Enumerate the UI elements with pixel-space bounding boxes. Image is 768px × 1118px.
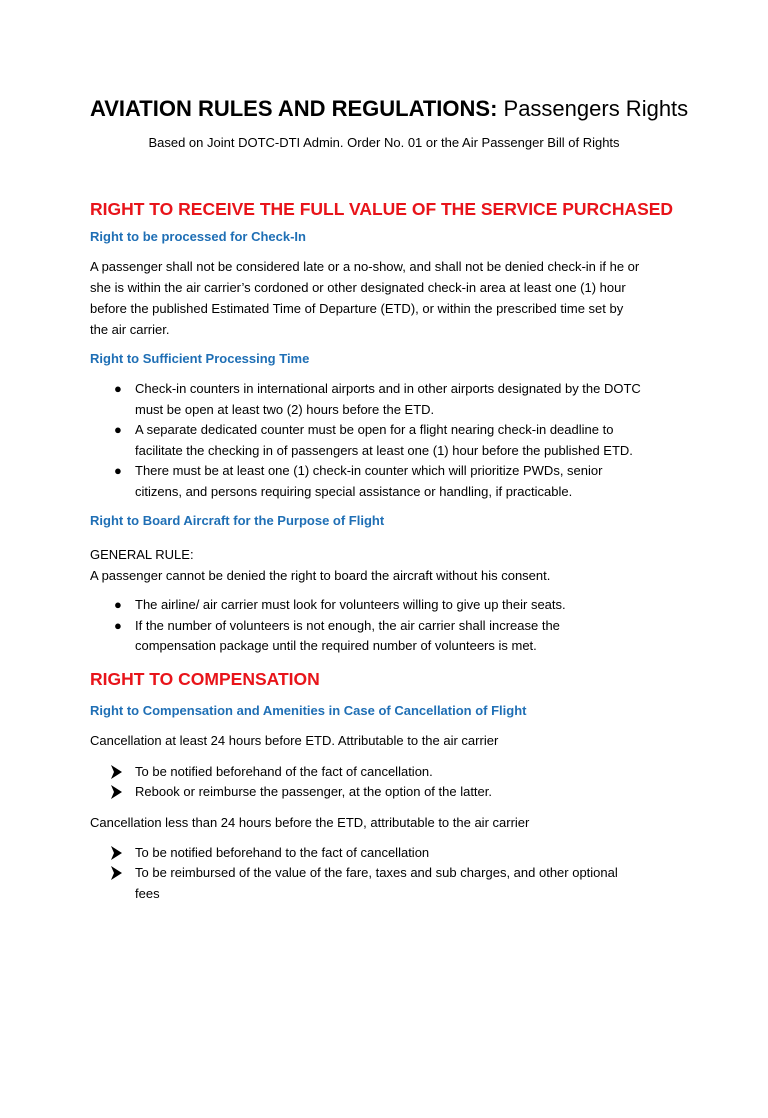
text-line: facilitate the checking in of passengers at least one (1) hour before the published ETD. [135, 442, 633, 458]
list-item [114, 461, 678, 502]
text-line: To be notified beforehand to the fact of cancellation [135, 844, 430, 860]
text-line: The airline/ air carrier must look for volunteers willing to give up their seats. [135, 597, 566, 612]
text-line: must be open at least two (2) hours before the ETD. [135, 401, 435, 417]
document-title [90, 94, 689, 124]
subheading-board-aircraft: Right to Board Aircraft for the Purpose of Flight [90, 513, 385, 528]
text-line: she is within the air carrier’s cordoned or other designated check-in area at least one (1) hour [90, 280, 626, 295]
bullet-icon: ● [114, 617, 122, 633]
list-item [135, 843, 678, 864]
bullet-icon: ● [114, 597, 122, 612]
arrow-bullet-icon [110, 763, 123, 781]
subheading-processing-time: Right to Sufficient Processing Time [90, 351, 310, 366]
list-item [114, 420, 678, 461]
section-heading-compensation: RIGHT TO COMPENSATION [90, 668, 320, 689]
list-item [135, 782, 678, 803]
boarding-list [90, 595, 678, 657]
paragraph-cancellation-less-24h: Cancellation less than 24 hours before the ETD, attributable to the air carrier [90, 814, 530, 830]
text-line: compensation package until the required number of volunteers is met. [135, 638, 537, 653]
text-line: Rebook or reimburse the passenger, at the option of the latter. [135, 784, 492, 799]
paragraph-general-rule [90, 544, 678, 586]
text-line: To be notified beforehand of the fact of cancellation. [135, 763, 433, 779]
list-item [114, 616, 678, 657]
arrow-bullet-icon [110, 864, 123, 882]
cancellation-less-24h-list [90, 843, 678, 905]
text-line: There must be at least one (1) check-in counter which will prioritize PWDs, senior [135, 463, 603, 478]
bullet-icon: ● [114, 422, 122, 437]
text-line: before the published Estimated Time of Departure (ETD), or within the prescribed time set by [90, 301, 624, 316]
paragraph-cancellation-24h-before: Cancellation at least 24 hours before ETD. Attributable to the air carrier [90, 732, 499, 748]
processing-time-list [90, 379, 678, 502]
paragraph-check-in [90, 256, 678, 340]
document-subtitle: Based on Joint DOTC-DTI Admin. Order No. 01 or the Air Passenger Bill of Rights [148, 135, 620, 150]
title-regular-part: Passengers Rights [497, 96, 689, 121]
bullet-icon: ● [114, 381, 122, 396]
text-line: A passenger shall not be considered late or a no-show, and shall not be denied check-in if he or [90, 259, 640, 274]
text-line: If the number of volunteers is not enough, the air carrier shall increase the [135, 617, 560, 633]
subheading-cancellation: Right to Compensation and Amenities in Case of Cancellation of Flight [90, 702, 527, 718]
general-rule-label: GENERAL RULE: [90, 547, 194, 562]
arrow-bullet-icon [110, 783, 123, 801]
list-item [135, 863, 678, 904]
list-item [114, 595, 678, 616]
text-line: citizens, and persons requiring special assistance or handling, if practicable. [135, 483, 573, 499]
list-item [135, 762, 678, 783]
text-line: A separate dedicated counter must be open for a flight nearing check-in deadline to [135, 422, 614, 437]
arrow-bullet-icon [110, 844, 123, 862]
general-rule-text: A passenger cannot be denied the right to board the aircraft without his consent. [90, 568, 551, 583]
subheading-check-in: Right to be processed for Check-In [90, 229, 306, 244]
section-heading-full-value: RIGHT TO RECEIVE THE FULL VALUE OF THE SERVICE PURCHASED [90, 199, 674, 219]
text-line: the air carrier. [90, 322, 170, 337]
cancellation-24h-before-list [90, 762, 678, 803]
text-line: fees [135, 885, 160, 901]
text-line: Check-in counters in international airports and in other airports designated by the DOTC [135, 381, 641, 396]
list-item [114, 379, 678, 420]
text-line: To be reimbursed of the value of the fare, taxes and sub charges, and other optional [135, 865, 618, 880]
document-page [0, 94, 768, 1118]
bullet-icon: ● [114, 463, 122, 478]
title-bold-part: AVIATION RULES AND REGULATIONS: [90, 96, 498, 121]
